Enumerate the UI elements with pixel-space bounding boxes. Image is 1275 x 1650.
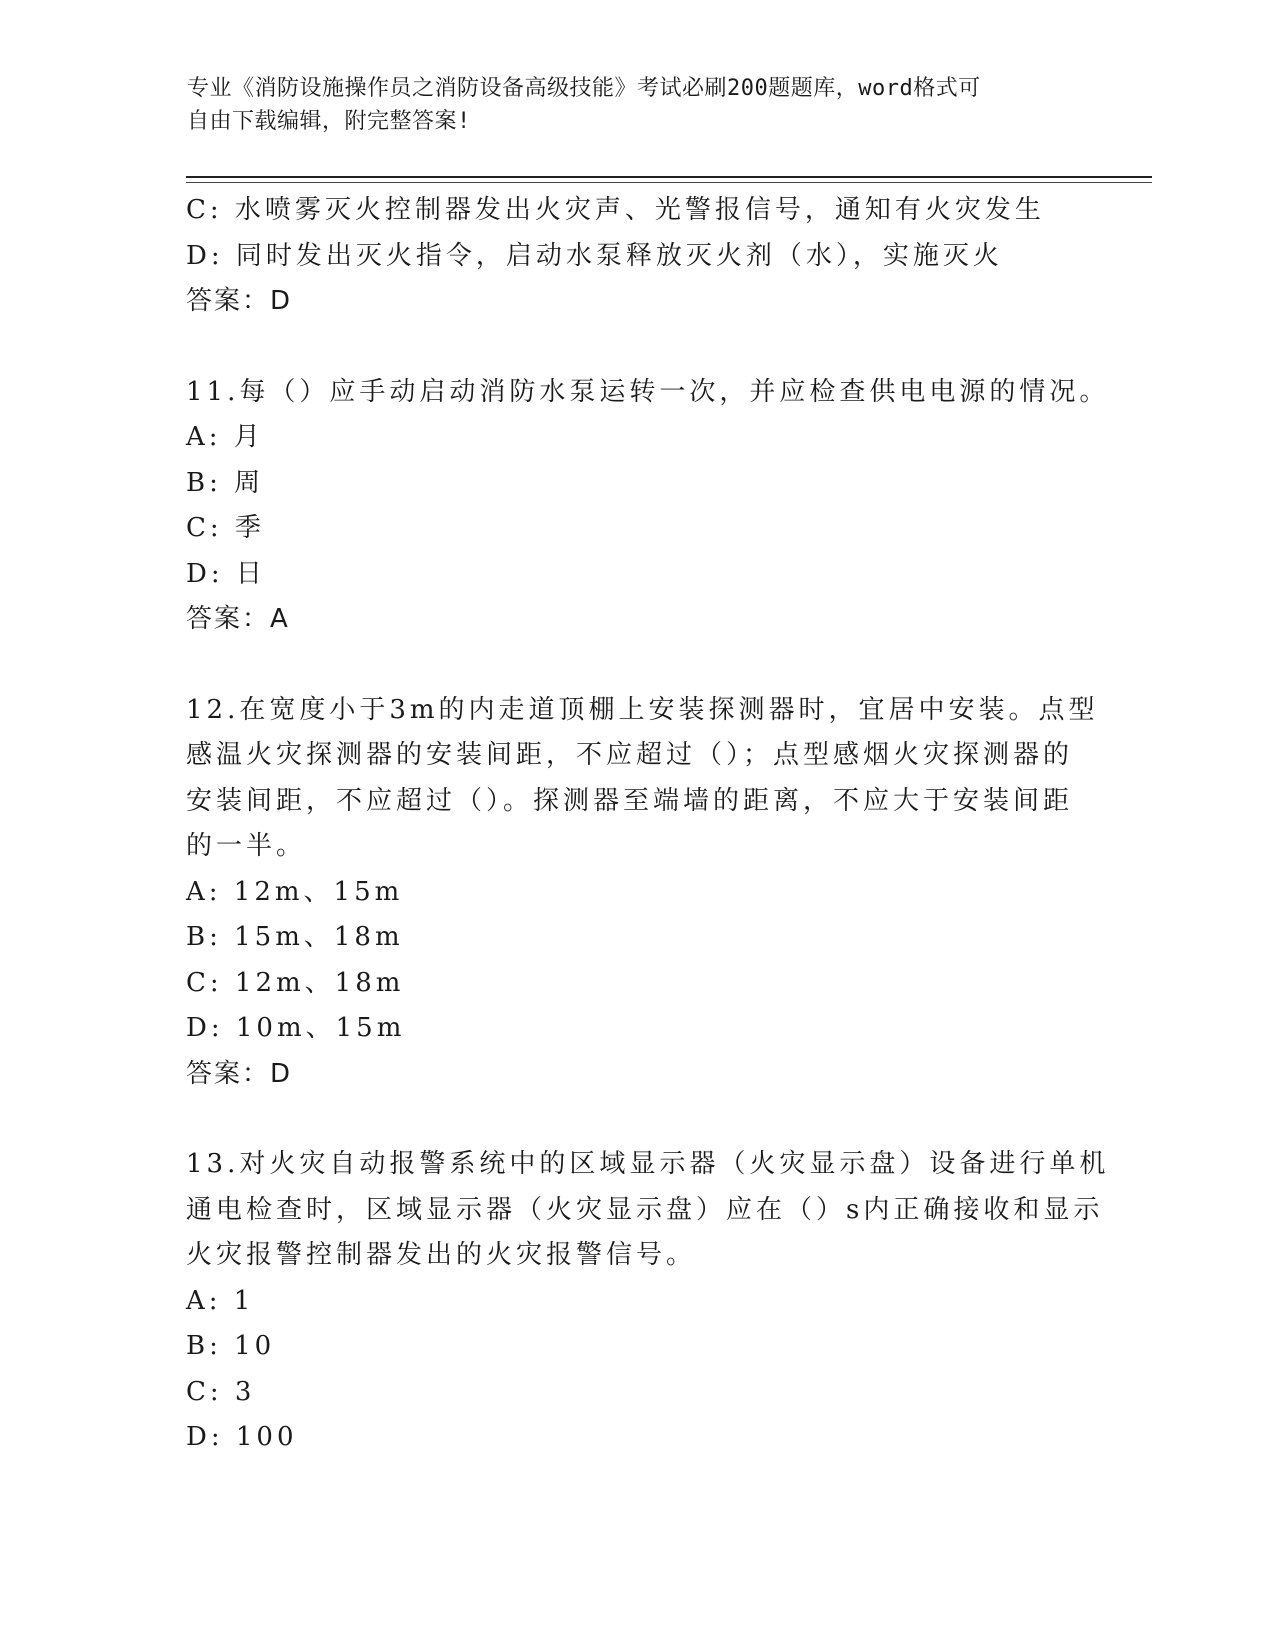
option-c: C: 水喷雾灭火控制器发出火灾声、光警报信号，通知有火灾发生 (186, 195, 1045, 225)
question-10-tail (186, 188, 1106, 325)
question-stem-line-2: 感温火灾探测器的安装间距，不应超过（）；点型感烟火灾探测器的 (186, 740, 1074, 770)
question-stem-line-1: 12.在宽度小于3m的内走道顶棚上安装探测器时，宜居中安装。点型 (186, 694, 1099, 725)
answer-label: 答案：D (186, 1058, 293, 1089)
header-divider-thin (186, 182, 1152, 183)
question-12 (186, 688, 1106, 1098)
option-d: D: 日 (186, 558, 266, 589)
question-stem-line-2: 通电检查时，区域显示器（火灾显示盘）应在（）s内正确接收和显示 (186, 1194, 1104, 1225)
option-a: A: 月 (186, 422, 264, 452)
question-stem-line-4: 的一半。 (186, 831, 307, 861)
option-b: B: 15m、18m (186, 922, 404, 952)
document-header (187, 72, 1067, 138)
option-d: D: 同时发出灭火指令，启动水泵释放灭火剂（水），实施灭火 (186, 240, 1003, 271)
header-line-1: 专业《消防设施操作员之消防设备高级技能》考试必刷200题题库，word格式可 (187, 76, 981, 101)
option-b: B: 10 (186, 1331, 276, 1361)
option-c: C: 12m、18m (186, 967, 405, 998)
option-b: B: 周 (186, 467, 265, 498)
spacer (186, 1097, 1106, 1142)
answer-label: 答案：D (186, 286, 293, 316)
question-stem: 11.每（）应手动启动消防水泵运转一次，并应检查供电电源的情况。 (186, 376, 1110, 407)
header-line-2: 自由下载编辑，附完整答案! (187, 109, 471, 134)
spacer (186, 325, 1106, 370)
question-stem-line-1: 13.对火灾自动报警系统中的区域显示器（火灾显示盘）设备进行单机 (186, 1149, 1110, 1179)
spacer (186, 643, 1106, 688)
question-list (186, 188, 1110, 1461)
question-stem-line-3: 安装间距，不应超过（）。探测器至端墙的距离，不应大于安装间距 (186, 785, 1074, 816)
option-d: D: 10m、15m (186, 1013, 406, 1043)
option-a: A: 12m、15m (186, 876, 404, 907)
header-divider-thick (186, 176, 1152, 178)
question-13 (186, 1142, 1110, 1461)
option-c: C: 季 (186, 513, 265, 543)
answer-label: 答案：A (186, 604, 290, 634)
option-c: C: 3 (186, 1376, 256, 1407)
option-d: D: 100 (186, 1422, 298, 1452)
option-a: A: 1 (186, 1285, 255, 1316)
question-stem-line-3: 火灾报警控制器发出的火灾报警信号。 (186, 1240, 697, 1270)
question-11 (186, 370, 1110, 643)
